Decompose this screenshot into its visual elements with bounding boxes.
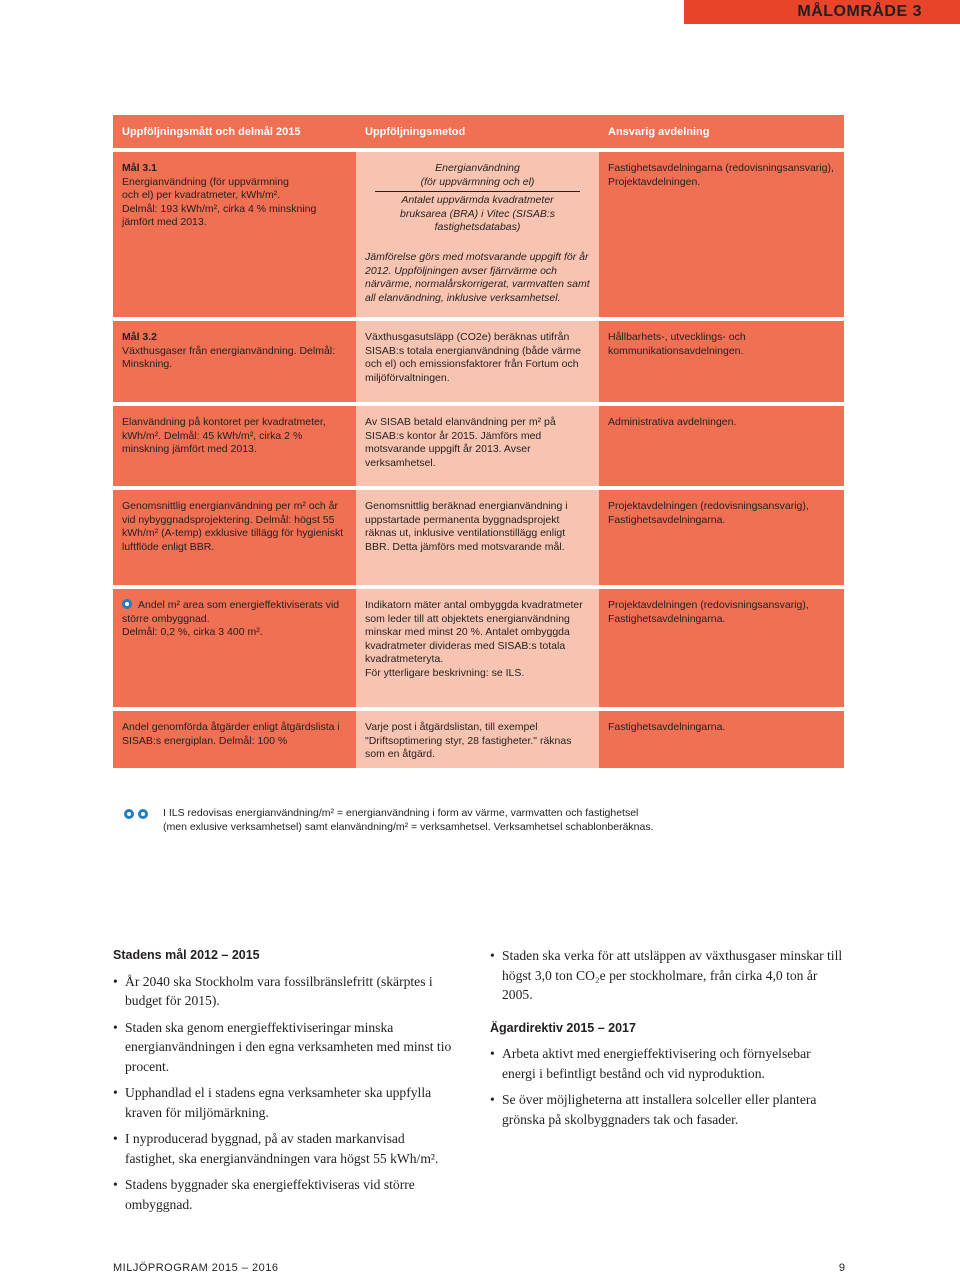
city-goals-title: Stadens mål 2012 – 2015 bbox=[113, 948, 260, 962]
goal-line: Energianvändning (för uppvärmning bbox=[122, 175, 289, 188]
footnote bbox=[124, 806, 844, 834]
city-goals-list bbox=[113, 972, 458, 1215]
formula-text: Energianvändning bbox=[435, 162, 520, 174]
method-note: Jämförelse görs med motsvarande uppgift för år 2012. Uppföljningen avser fjärrvärme och närvärme, normalårskorrigerat, varmvatten samt all elanvändning, inklusive verksamhetsel. bbox=[365, 250, 590, 304]
goal-text bbox=[122, 599, 347, 626]
table-cell bbox=[113, 152, 356, 317]
table-cell: Administrativa avdelningen. bbox=[599, 406, 844, 486]
ils-marker-icon bbox=[138, 809, 148, 819]
table-cell bbox=[113, 321, 356, 402]
formula-text: bruksarea (BRA) i Vitec (SISAB:s bbox=[399, 207, 556, 220]
footnote-line: I ILS redovisas energianvändning/m² = energianvändning i form av värme, varmvatten och fastighetsel bbox=[163, 807, 639, 819]
table-cell: Projektavdelningen (redovisningsansvarig), Fastighetsavdelningarna. bbox=[599, 589, 844, 707]
method-text: Indikatorn mäter antal ombyggda kvadratmeter som leder till att objektets energianvändning minskar med minst 20 %. Antalet ombyggda kvadratmeter divideras med SISAB:s totala kvadratmeteryta. bbox=[365, 599, 583, 666]
list-item: • Stadens byggnader ska energieffektiviseras vid större ombyggnad. bbox=[113, 1175, 458, 1214]
formula bbox=[365, 162, 590, 235]
formula-denominator bbox=[365, 192, 590, 235]
goal-line: och el) per kvadratmeter, kWh/m². bbox=[122, 189, 281, 202]
table-header-cell: Ansvarig avdelning bbox=[608, 125, 710, 138]
footnote-text bbox=[163, 806, 844, 834]
list-item: • Staden ska genom energieffektiviseringar minska energianvändningen i den egna verksamheten med minst tio procent. bbox=[113, 1018, 458, 1077]
table-header-cell: Uppföljningsmetod bbox=[365, 125, 466, 138]
goal-text-main: Andel m² area som energieffektiviserats vid större ombyggnad. bbox=[122, 599, 340, 625]
goal-title: Mål 3.2 bbox=[122, 331, 158, 343]
formula-text: Antalet uppvärmda kvadratmeter bbox=[401, 194, 554, 207]
formula-text: fastighetsdatabas) bbox=[434, 221, 521, 234]
footer-title: MILJÖPROGRAM 2015 – 2016 bbox=[113, 1262, 279, 1274]
table-cell: Genomsnittlig beräknad energianvändning i uppstartade permanenta byggnadsprojekt räknas ut, inklusive ventilationstillägg enligt BBR. Detta jämförs med motsvarande mål. bbox=[356, 490, 599, 585]
ils-marker-icon bbox=[124, 809, 134, 819]
list-item: • Staden ska verka för att utsläppen av växthusgaser minskar till högst 3,0 ton CO₂e per stockholmare, från cirka 4,0 ton år 2005. bbox=[490, 946, 845, 1005]
table-row bbox=[113, 152, 844, 317]
goal-line: Delmål: 193 kWh/m², cirka 4 % minskning bbox=[122, 202, 317, 215]
goal-line: jämfört med 2013. bbox=[122, 216, 207, 229]
list-item: • I nyproducerad byggnad, på av staden markanvisad fastighet, ska energianvändningen vara högst 55 kWh/m². bbox=[113, 1129, 458, 1168]
page-number: 9 bbox=[838, 1262, 845, 1274]
page-section-title: MÅLOMRÅDE 3 bbox=[797, 3, 922, 20]
table-header-cell: Uppföljningsmått och delmål 2015 bbox=[122, 125, 301, 138]
table-cell: Växthusgasutsläpp (CO2e) beräknas utifrån SISAB:s totala energianvändning (både värme och el) och emissionsfaktorer från Fortum och miljöförvaltningen. bbox=[356, 321, 599, 402]
table-cell: Genomsnittlig energianvändning per m² och år vid nybyggnadsprojektering. Delmål: högst 55 kWh/m² (A-temp) exklusive tillägg för hygieniskt luftflöde enligt BBR. bbox=[113, 490, 356, 585]
table-cell: Varje post i åtgärdslistan, till exempel "Driftsoptimering styr, 28 fastigheter." räknas som en åtgärd. bbox=[356, 711, 599, 768]
table-cell: Projektavdelningen (redovisningsansvarig), Fastighetsavdelningarna. bbox=[599, 490, 844, 585]
table-row bbox=[113, 711, 844, 768]
formula-numerator bbox=[375, 162, 580, 192]
table-cell: Hållbarhets-, utvecklings- och kommunikationsavdelningen. bbox=[599, 321, 844, 402]
table-cell: Elanvändning på kontoret per kvadratmeter, kWh/m². Delmål: 45 kWh/m², cirka 2 % minskning jämfört med 2013. bbox=[113, 406, 356, 486]
city-goals bbox=[113, 946, 458, 1221]
table-cell: Fastighetsavdelningarna. bbox=[599, 711, 844, 768]
table-cell bbox=[356, 152, 599, 317]
formula-text: (för uppvärmning och el) bbox=[420, 175, 535, 188]
table-header-row bbox=[113, 115, 844, 148]
owner-directive-list bbox=[490, 1044, 845, 1129]
goals-table bbox=[113, 115, 844, 768]
goal-title: Mål 3.1 bbox=[122, 162, 158, 174]
list-item: • Se över möjligheterna att installera solceller eller plantera grönska på skolbyggnaders tak och fasader. bbox=[490, 1090, 845, 1129]
table-cell bbox=[113, 589, 356, 707]
goal-text: Växthusgaser från energianvändning. Delmål: Minskning. bbox=[122, 344, 336, 371]
table-row bbox=[113, 406, 844, 486]
footnote-icons bbox=[124, 808, 152, 822]
table-cell: Av SISAB betald elanvändning per m² på SISAB:s kontor år 2015. Jämförs med motsvarande uppgift år 2013. Avser verksamhetsel. bbox=[356, 406, 599, 486]
owner-directive bbox=[490, 946, 845, 1136]
list-item: • År 2040 ska Stockholm vara fossilbränslefritt (skärptes i budget för 2015). bbox=[113, 972, 458, 1011]
table-row bbox=[113, 490, 844, 585]
method-reference: För ytterligare beskrivning: se ILS. bbox=[365, 666, 525, 679]
right-list bbox=[490, 946, 845, 1005]
table-row bbox=[113, 321, 844, 402]
table-row bbox=[113, 589, 844, 707]
owner-directive-title: Ägardirektiv 2015 – 2017 bbox=[490, 1020, 636, 1035]
ils-marker-icon bbox=[122, 599, 132, 609]
list-item: • Upphandlad el i stadens egna verksamheter ska uppfylla kraven för miljömärkning. bbox=[113, 1083, 458, 1122]
footnote-line: (men exlusive verksamhetsel) samt elanvändning/m² = verksamhetsel. Verksamhetsel schablonberäknas. bbox=[163, 821, 654, 833]
table-cell: Fastighetsavdelningarna (redovisningsansvarig), Projektavdelningen. bbox=[599, 152, 844, 317]
goal-target: Delmål: 0,2 %, cirka 3 400 m². bbox=[122, 626, 263, 639]
table-cell: Andel genomförda åtgärder enligt åtgärdslista i SISAB:s energiplan. Delmål: 100 % bbox=[113, 711, 356, 768]
table-cell bbox=[356, 589, 599, 707]
list-item: • Arbeta aktivt med energieffektivisering och förnyelsebar energi i befintligt bestånd och vid nyproduktion. bbox=[490, 1044, 845, 1083]
